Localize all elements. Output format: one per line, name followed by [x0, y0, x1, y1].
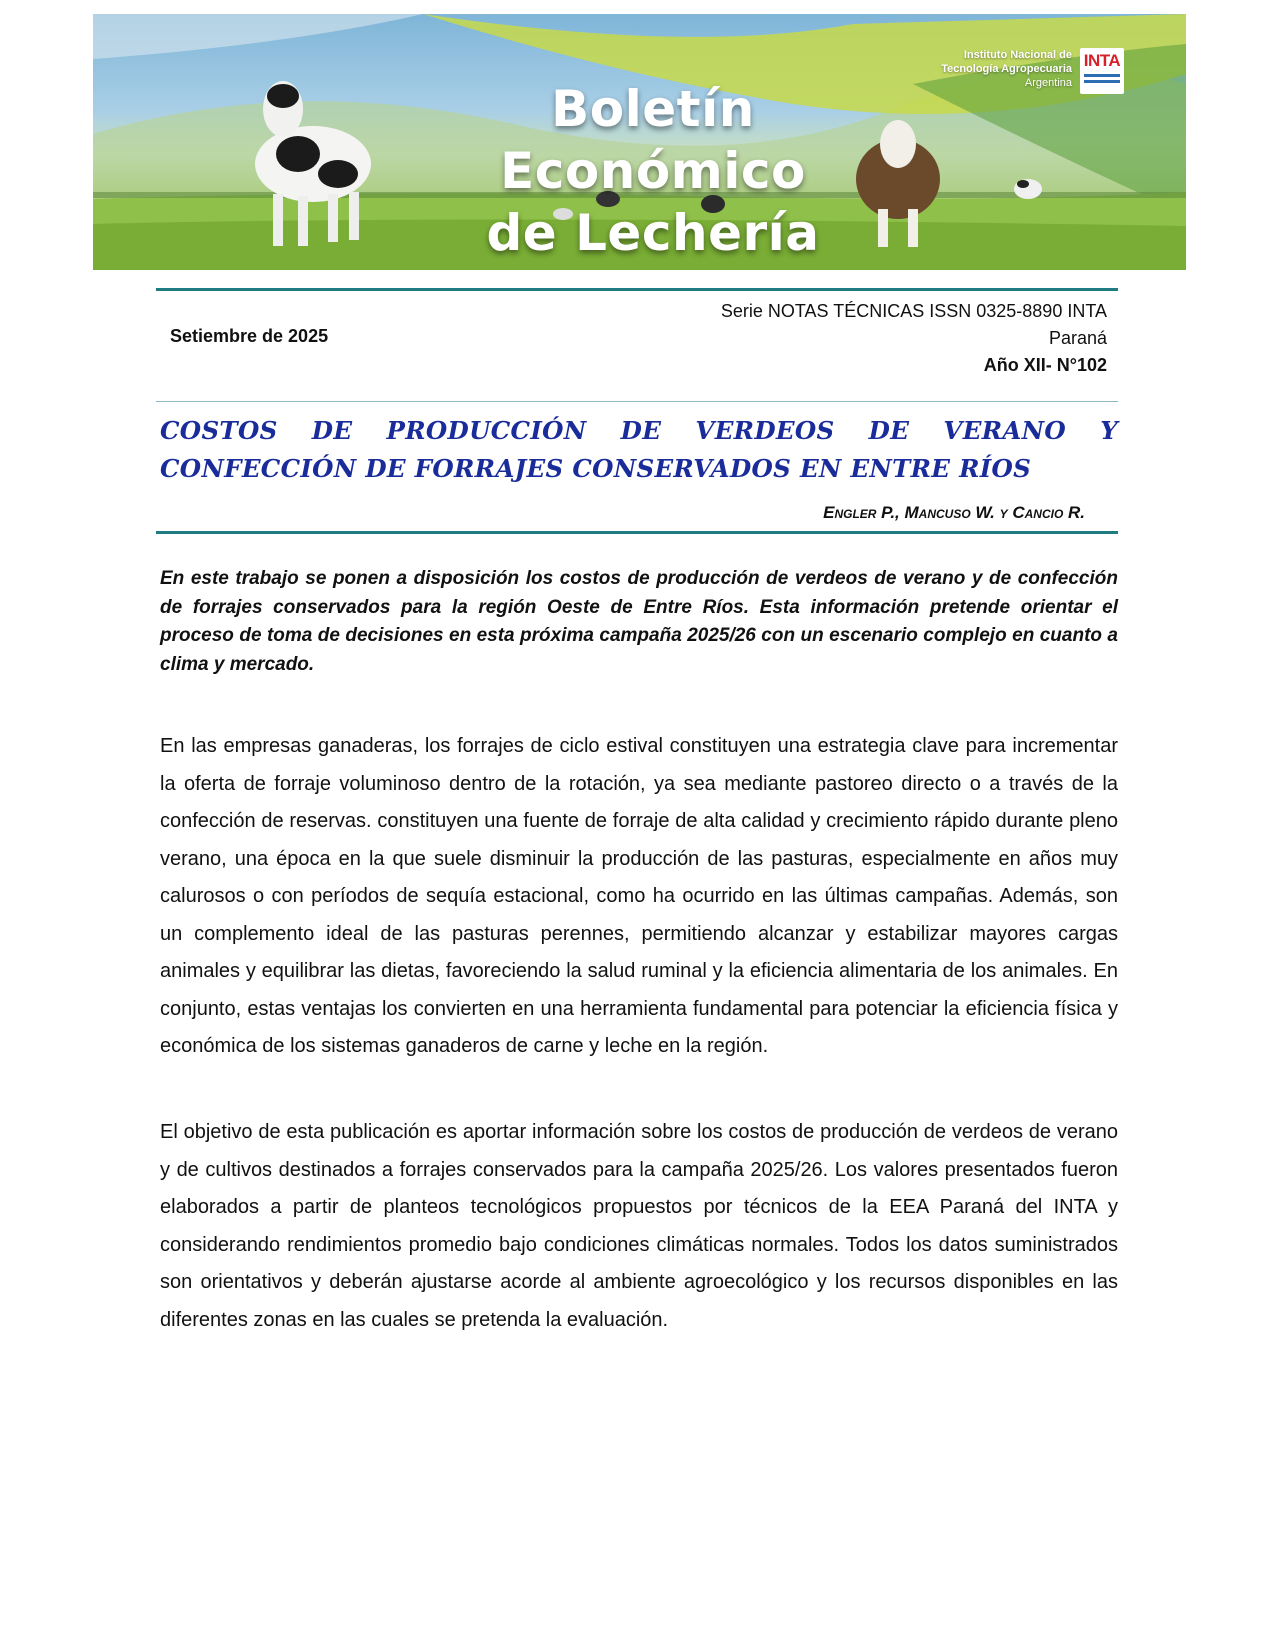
- inta-logo-icon: [1080, 48, 1124, 94]
- article-title: COSTOS DE PRODUCCIÓN DE VERDEOS DE VERANO Y CONFECCIÓN DE FORRAJES CONSERVADOS EN ENTRE RÍOS: [160, 416, 1118, 483]
- body-paragraph-2: El objetivo de esta publicación es aportar información sobre los costos de producción de verdeos de verano y de cultivos destinados a forrajes conservados para la campaña 2025/26. Los valores presentados fueron elaborados a partir de planteos tecnológicos propuestos por técnicos de la EEA Paraná del INTA y considerando rendimientos promedio bajo condiciones climáticas normales. Todos los datos suministrados son orientativos y deberán ajustarse acorde al ambiente agroecológico y los recursos disponibles en las diferentes zonas en las cuales se pretenda la evaluación.: [160, 1121, 1118, 1331]
- divider-top: [156, 288, 1118, 291]
- series-location: Paraná: [1048, 328, 1107, 348]
- institute-name-line1: Instituto Nacional de: [963, 49, 1072, 61]
- divider-thin: [156, 401, 1118, 402]
- institute-branding: [941, 48, 1124, 94]
- bulletin-title-line1: Boletín Económico: [500, 80, 806, 200]
- article-authors: Engler P., Mancuso W. y Cancio R.: [823, 503, 1085, 522]
- body-paragraph-1: En las empresas ganaderas, los forrajes de ciclo estival constituyen una estrategia clave para incrementar la oferta de forraje voluminoso dentro de la rotación, ya sea mediante pastoreo directo o a través de la confección de reservas. constituyen una fuente de forraje de alta calidad y crecimiento rápido durante pleno verano, una época en la que suele disminuir la producción de las pasturas, especialmente en años muy calurosos o con períodos de sequía estacional, como ha ocurrido en las últimas campañas. Además, son un complemento ideal de las pasturas perennes, permitiendo alcanzar y estabilizar mayores cargas animales y equilibrar las dietas, favoreciendo la salud ruminal y la eficiencia alimentaria de los animales. En conjunto, estas ventajas los convierten en una herramienta fundamental para potenciar la eficiencia física y económica de los sistemas ganaderos de carne y leche en la región.: [160, 735, 1118, 1057]
- institute-name: [941, 48, 1072, 90]
- inta-logo-text: INTA: [1083, 51, 1121, 70]
- bulletin-title-line2: de Lechería: [486, 204, 820, 262]
- logo-stripe: [1084, 80, 1120, 83]
- logo-stripe: [1084, 74, 1120, 77]
- series-issn: Serie NOTAS TÉCNICAS ISSN 0325-8890 INTA: [720, 301, 1107, 321]
- header-banner: [93, 14, 1186, 270]
- institute-country: Argentina: [1024, 77, 1072, 89]
- divider-bottom: [156, 531, 1118, 534]
- article-abstract: En este trabajo se ponen a disposición los costos de producción de verdeos de verano y de confección de forrajes conservados para la región Oeste de Entre Ríos. Esta información pretende orientar el proceso de toma de decisiones en esta próxima campaña 2025/26 con un escenario complejo en cuanto a clima y mercado.: [160, 568, 1118, 675]
- issue-number: Año XII- N°102: [983, 355, 1107, 375]
- bulletin-title: [393, 78, 913, 264]
- institute-name-line2: Tecnología Agropecuaria: [941, 63, 1072, 75]
- series-info: [721, 298, 1107, 379]
- publication-date: Setiembre de 2025: [170, 326, 329, 346]
